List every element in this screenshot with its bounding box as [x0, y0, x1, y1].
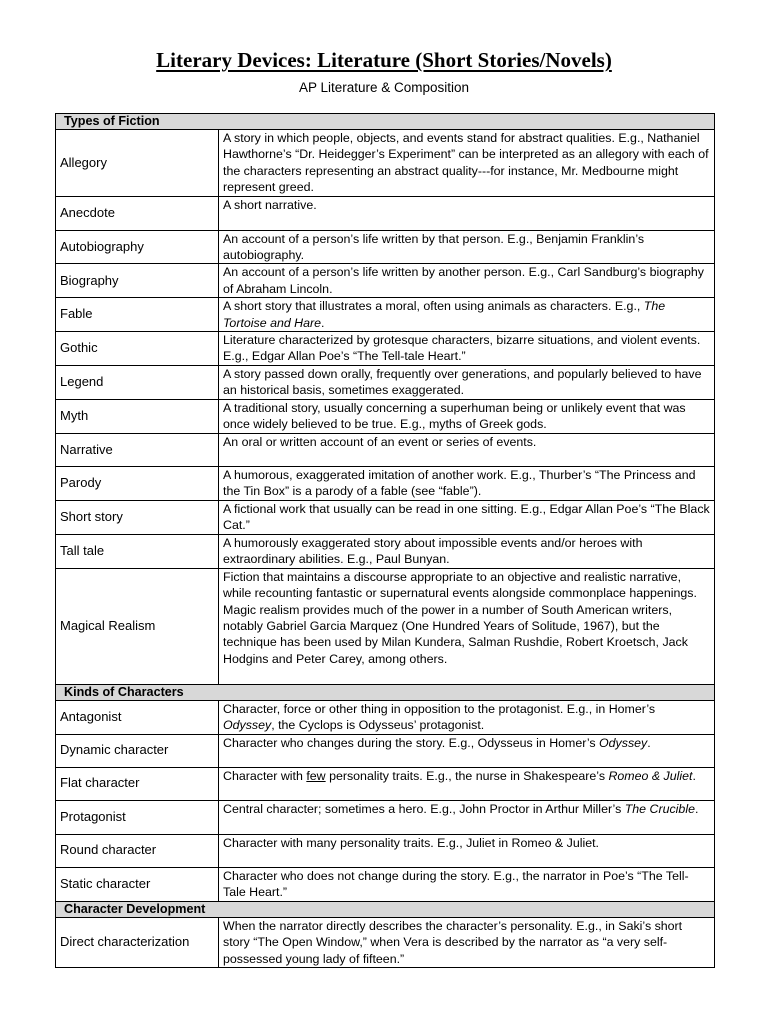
definition-cell: Character who does not change during the story. E.g., the narrator in Poe’s “The Tell-Tale Heart.”	[219, 867, 715, 901]
definition-cell: An account of a person’s life written by another person. E.g., Carl Sandburg’s biography of Abraham Lincoln.	[219, 264, 715, 298]
term-cell: Parody	[56, 466, 219, 500]
definition-cell: Character with many personality traits. E.g., Juliet in Romeo & Juliet.	[219, 834, 715, 867]
table-row	[56, 366, 715, 400]
term-cell: Autobiography	[56, 230, 219, 264]
term-cell: Protagonist	[56, 800, 219, 834]
table-row	[56, 700, 715, 734]
term-cell: Dynamic character	[56, 734, 219, 767]
definition-text: Character who changes during the story. E.g., Odysseus in Homer’s	[223, 735, 600, 750]
definition-text: A short story that illustrates a moral, often using animals as characters. E.g.,	[223, 299, 644, 314]
term-cell: Myth	[56, 399, 219, 433]
definition-cell	[219, 767, 715, 800]
section-heading: Types of Fiction	[56, 114, 715, 130]
definition-cell: A humorously exaggerated story about impossible events and/or heroes with extraordinary abilities. E.g., Paul Bunyan.	[219, 534, 715, 568]
table-row	[56, 298, 715, 332]
table-row	[56, 800, 715, 834]
document-title: Literary Devices: Literature (Short Stories/Novels)	[156, 48, 612, 72]
definition-cell	[219, 700, 715, 734]
definition-text: personality traits. E.g., the nurse in Shakespeare’s	[325, 768, 609, 783]
document-subtitle: AP Literature & Composition	[298, 80, 470, 95]
term-cell: Short story	[56, 500, 219, 534]
table-row	[56, 834, 715, 867]
table-row	[56, 196, 715, 230]
definition-text: .	[694, 801, 699, 816]
definition-text: , the Cyclops is Odysseus’ protagonist.	[271, 718, 485, 733]
table-row	[56, 917, 715, 967]
section-header-character-development	[56, 901, 715, 917]
work-title: Odyssey	[599, 735, 648, 750]
definition-cell: A traditional story, usually concerning a superhuman being or unlikely event that was once widely believed to be true. E.g., myths of Greek gods.	[219, 399, 715, 433]
section-header-kinds-of-characters	[56, 684, 715, 700]
work-title: The Tortoise and Hare	[223, 299, 666, 330]
definition-cell: A short narrative.	[219, 196, 715, 230]
table-row	[56, 568, 715, 684]
definition-text: Character with	[223, 768, 307, 783]
term-cell: Tall tale	[56, 534, 219, 568]
work-title: Odyssey	[223, 718, 272, 733]
definition-cell: Literature characterized by grotesque characters, bizarre situations, and violent events. E.g., Edgar Allan Poe’s “The Tell-tale Heart.”	[219, 332, 715, 366]
section-header-types-of-fiction	[56, 114, 715, 130]
definition-cell: A fictional work that usually can be read in one sitting. E.g., Edgar Allan Poe’s “The Black Cat.”	[219, 500, 715, 534]
table-row	[56, 264, 715, 298]
table-row	[56, 767, 715, 800]
term-cell: Antagonist	[56, 700, 219, 734]
definition-cell: A story in which people, objects, and events stand for abstract qualities. E.g., Nathaniel Hawthorne’s “Dr. Heidegger’s Experiment” can be interpreted as an allegory with each of the characters representing an abstract quality---for instance, Mr. Medbourne might represent greed.	[219, 130, 715, 197]
term-cell: Biography	[56, 264, 219, 298]
table-row	[56, 734, 715, 767]
term-cell: Narrative	[56, 433, 219, 466]
definition-text: Character, force or other thing in opposition to the protagonist. E.g., in Homer’s	[223, 701, 656, 716]
definition-cell	[219, 734, 715, 767]
definition-text: .	[321, 315, 325, 330]
definition-cell: A story passed down orally, frequently over generations, and popularly believed to have an historical basis, sometimes exaggerated.	[219, 366, 715, 400]
term-cell: Round character	[56, 834, 219, 867]
definition-cell: An account of a person’s life written by that person. E.g., Benjamin Franklin’s autobiography.	[219, 230, 715, 264]
table-row	[56, 332, 715, 366]
table-row	[56, 433, 715, 466]
table-row	[56, 867, 715, 901]
term-cell: Static character	[56, 867, 219, 901]
term-cell: Flat character	[56, 767, 219, 800]
definition-text: .	[692, 768, 696, 783]
term-cell: Gothic	[56, 332, 219, 366]
literary-devices-table	[55, 113, 715, 968]
table-row	[56, 534, 715, 568]
work-title: The Crucible	[624, 801, 695, 816]
definition-text: Central character; sometimes a hero. E.g., John Proctor in Arthur Miller’s	[223, 801, 625, 816]
term-cell: Direct characterization	[56, 917, 219, 967]
definition-cell	[219, 298, 715, 332]
definition-cell	[219, 800, 715, 834]
term-cell: Anecdote	[56, 196, 219, 230]
definition-cell: Fiction that maintains a discourse appropriate to an objective and realistic narrative, while recounting fantastic or supernatural events alongside commonplace happenings. Magic realism provides much of the power in a number of South American writers, notably Gabriel Garcia Marquez (One Hundred Years of Solitude, 1967), but the technique has been used by Milan Kundera, Salman Rushdie, Robert Kroetsch, Jack Hodgins and Peter Carey, among others.	[219, 568, 715, 684]
term-cell: Legend	[56, 366, 219, 400]
definition-cell: An oral or written account of an event or series of events.	[219, 433, 715, 466]
emphasized-word: few	[306, 768, 326, 783]
table-row	[56, 466, 715, 500]
section-heading: Character Development	[56, 901, 715, 917]
work-title: Romeo & Juliet	[608, 768, 693, 783]
table-row	[56, 399, 715, 433]
definition-text: .	[647, 735, 651, 750]
definition-cell: A humorous, exaggerated imitation of another work. E.g., Thurber’s “The Princess and the Tin Box” is a parody of a fable (see “fable”).	[219, 466, 715, 500]
section-heading: Kinds of Characters	[56, 684, 715, 700]
term-cell: Magical Realism	[56, 568, 219, 684]
definition-cell: When the narrator directly describes the character’s personality. E.g., in Saki’s short story “The Open Window,” when Vera is described by the narrator as “a very self-possessed young lady of fifteen.”	[219, 917, 715, 967]
table-row	[56, 130, 715, 197]
table-row	[56, 230, 715, 264]
term-cell: Fable	[56, 298, 219, 332]
table-row	[56, 500, 715, 534]
term-cell: Allegory	[56, 130, 219, 197]
